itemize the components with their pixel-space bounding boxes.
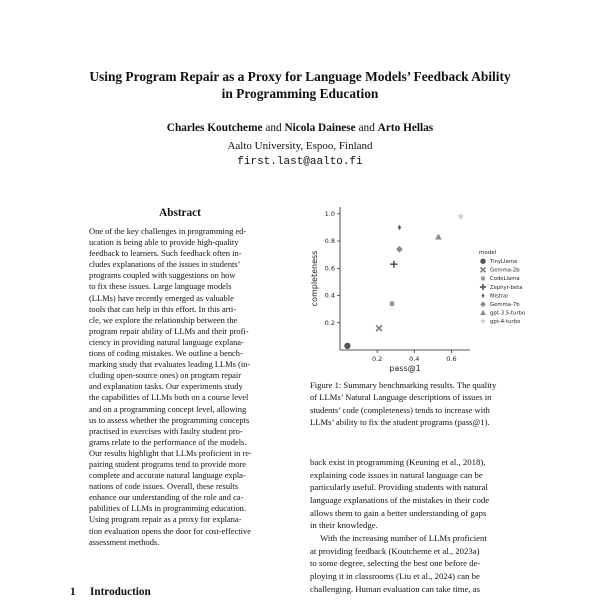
author-2: Nicola Dainese bbox=[284, 122, 356, 134]
y-tick-label: 1.0 bbox=[324, 210, 335, 219]
abstract-line: complete and accurate natural language expla- bbox=[89, 470, 246, 481]
body-line: in their knowledge. bbox=[310, 520, 378, 531]
abstract-line: pairing student programs tend to provide more bbox=[89, 458, 246, 469]
abstract-line: program repair ability of LLMs and their profi- bbox=[89, 325, 249, 336]
abstract-line: cle, we explore the relationship between the bbox=[89, 314, 238, 325]
data-point bbox=[390, 261, 397, 268]
author-sep-1: and bbox=[265, 122, 282, 134]
caption-line: of LLMs’ Natural Language descriptions of issues in bbox=[310, 392, 492, 403]
legend-marker bbox=[480, 284, 486, 290]
legend-label: gpt-4-turbo bbox=[490, 319, 521, 326]
y-tick-label: 0.4 bbox=[324, 291, 335, 300]
data-point bbox=[376, 325, 382, 331]
abstract-line: tools that can help in this effort. In this arti- bbox=[89, 303, 237, 314]
body-line: explaining code issues in natural language can be bbox=[310, 469, 483, 480]
abstract-body bbox=[89, 226, 277, 548]
x-axis-label: pass@1 bbox=[389, 364, 421, 373]
abstract-line: Our results highlight that LLMs proficient in re- bbox=[89, 447, 252, 458]
y-axis-label: completeness bbox=[310, 250, 319, 307]
paper-title bbox=[40, 68, 560, 102]
abstract-line: grams relate to the performance of the models. bbox=[89, 436, 247, 447]
email: first.last@aalto.fi bbox=[237, 156, 363, 168]
abstract-line: feedback to learners. Such feedback often in- bbox=[89, 248, 242, 259]
abstract-line: (LLMs) have recently emerged as valuable bbox=[89, 292, 234, 303]
abstract-line: pabilities of LLMs in programming education. bbox=[89, 503, 247, 514]
abstract-line: tions of coding mistakes. We outline a bench- bbox=[89, 348, 243, 359]
abstract-line: One of the key challenges in programming ed- bbox=[89, 226, 247, 236]
legend-label: Gemma-2b bbox=[490, 267, 520, 274]
abstract-line: assessment methods. bbox=[89, 536, 160, 547]
data-point bbox=[457, 213, 464, 220]
caption-line: LLMs’ ability to fix the student programs (pass@1). bbox=[310, 416, 490, 427]
author-sep-2: and bbox=[358, 122, 375, 134]
legend-marker bbox=[480, 310, 486, 315]
legend-label: Gemma-7b bbox=[490, 302, 520, 308]
body-line: particularly useful. Providing students with natural bbox=[310, 482, 488, 493]
body-line: back exist in programming (Keuning et al., 2018), bbox=[310, 457, 486, 467]
abstract-line: ucation is being able to provide high-quality bbox=[89, 237, 239, 248]
abstract-line: programs coupled with suggestions on how bbox=[89, 270, 236, 281]
abstract-line: cluding open-source ones) on program repair bbox=[89, 370, 242, 381]
data-point bbox=[396, 246, 403, 253]
abstract-line: to fix these issues. Large language models bbox=[89, 281, 232, 292]
body-line: at providing feedback (Koutcheme et al., 2023a) bbox=[310, 545, 480, 556]
authors bbox=[0, 122, 600, 134]
body-line: allows them to gain a better understanding of gaps bbox=[310, 507, 487, 518]
abstract-line: nations of code issues. Overall, these results bbox=[89, 481, 239, 492]
abstract-line: us to assess whether the programming concepts bbox=[89, 414, 250, 425]
x-tick-label: 0.4 bbox=[409, 355, 420, 363]
legend-marker bbox=[481, 276, 485, 280]
title-line-1: Using Program Repair as a Proxy for Language Models’ Feedback Ability bbox=[89, 69, 511, 84]
legend-marker bbox=[480, 267, 485, 272]
abstract-line: the capabilities of LLMs both on a course level bbox=[89, 392, 249, 403]
affiliation: Aalto University, Espoo, Finland bbox=[227, 140, 373, 152]
legend-marker bbox=[480, 318, 486, 324]
abstract-line: practised in exercises with faulty student pro- bbox=[89, 425, 243, 436]
body-line: challenging. Human evaluation can take time, as bbox=[310, 583, 481, 594]
data-point bbox=[344, 343, 350, 349]
legend-marker bbox=[482, 293, 485, 298]
abstract-line: enhance our understanding of the role and ca- bbox=[89, 492, 244, 503]
caption-line: Figure 1: Summary benchmarking results. The quality bbox=[310, 380, 497, 390]
section-number: 1 bbox=[70, 586, 76, 598]
section-title: Introduction bbox=[90, 586, 151, 598]
abstract-line: and on a programming concept level, allowing bbox=[89, 403, 247, 414]
section-heading bbox=[70, 586, 151, 598]
x-tick-label: 0.2 bbox=[371, 355, 383, 363]
legend-label: Mistral bbox=[490, 293, 508, 300]
legend-label: gpt-3.5-turbo bbox=[490, 310, 526, 317]
legend-marker bbox=[480, 301, 486, 307]
scatter-chart bbox=[305, 202, 545, 373]
legend-label: CodeLlama bbox=[490, 276, 520, 283]
y-tick-label: 0.8 bbox=[324, 237, 335, 246]
legend-label: Zephyr-beta bbox=[490, 284, 523, 291]
body-line: ploying it in classrooms (Liu et al., 2024) can be bbox=[310, 570, 480, 581]
legend-title: model bbox=[479, 250, 497, 256]
abstract-line: Using program repair as a proxy for explana- bbox=[89, 514, 242, 525]
caption-line: students’ code (completeness) tends to increase with bbox=[310, 404, 490, 415]
legend-marker bbox=[480, 259, 485, 264]
abstract-line: and explanation tasks. Our experiments study bbox=[89, 381, 243, 392]
title-line-2: in Programming Education bbox=[221, 86, 379, 101]
author-3: Arto Hellas bbox=[377, 122, 434, 134]
abstract-line: cludes explanations of the issues in students’ bbox=[89, 259, 241, 270]
author-1: Charles Koutcheme bbox=[166, 122, 263, 134]
data-point bbox=[390, 301, 395, 306]
abstract-line: ciency in providing natural language explana- bbox=[89, 336, 244, 347]
abstract-line: tion evaluation opens the door for cost-effective bbox=[89, 525, 251, 536]
data-point bbox=[398, 225, 401, 230]
body-line: to some degree, selecting the best one before de- bbox=[310, 558, 481, 569]
y-tick-label: 0.6 bbox=[324, 264, 335, 273]
right-column-body bbox=[310, 456, 550, 595]
y-tick-label: 0.2 bbox=[324, 318, 335, 327]
figure-caption bbox=[310, 379, 550, 428]
body-line: With the increasing number of LLMs proficient bbox=[320, 532, 487, 543]
data-point bbox=[435, 234, 442, 240]
legend-label: TinyLlama bbox=[490, 259, 518, 265]
x-tick-label: 0.6 bbox=[446, 355, 457, 363]
body-line: language explanations of the mistakes in their code bbox=[310, 494, 490, 505]
abstract-line: marking study that evaluates leading LLMs (in- bbox=[89, 359, 251, 370]
abstract-heading: Abstract bbox=[159, 207, 201, 219]
